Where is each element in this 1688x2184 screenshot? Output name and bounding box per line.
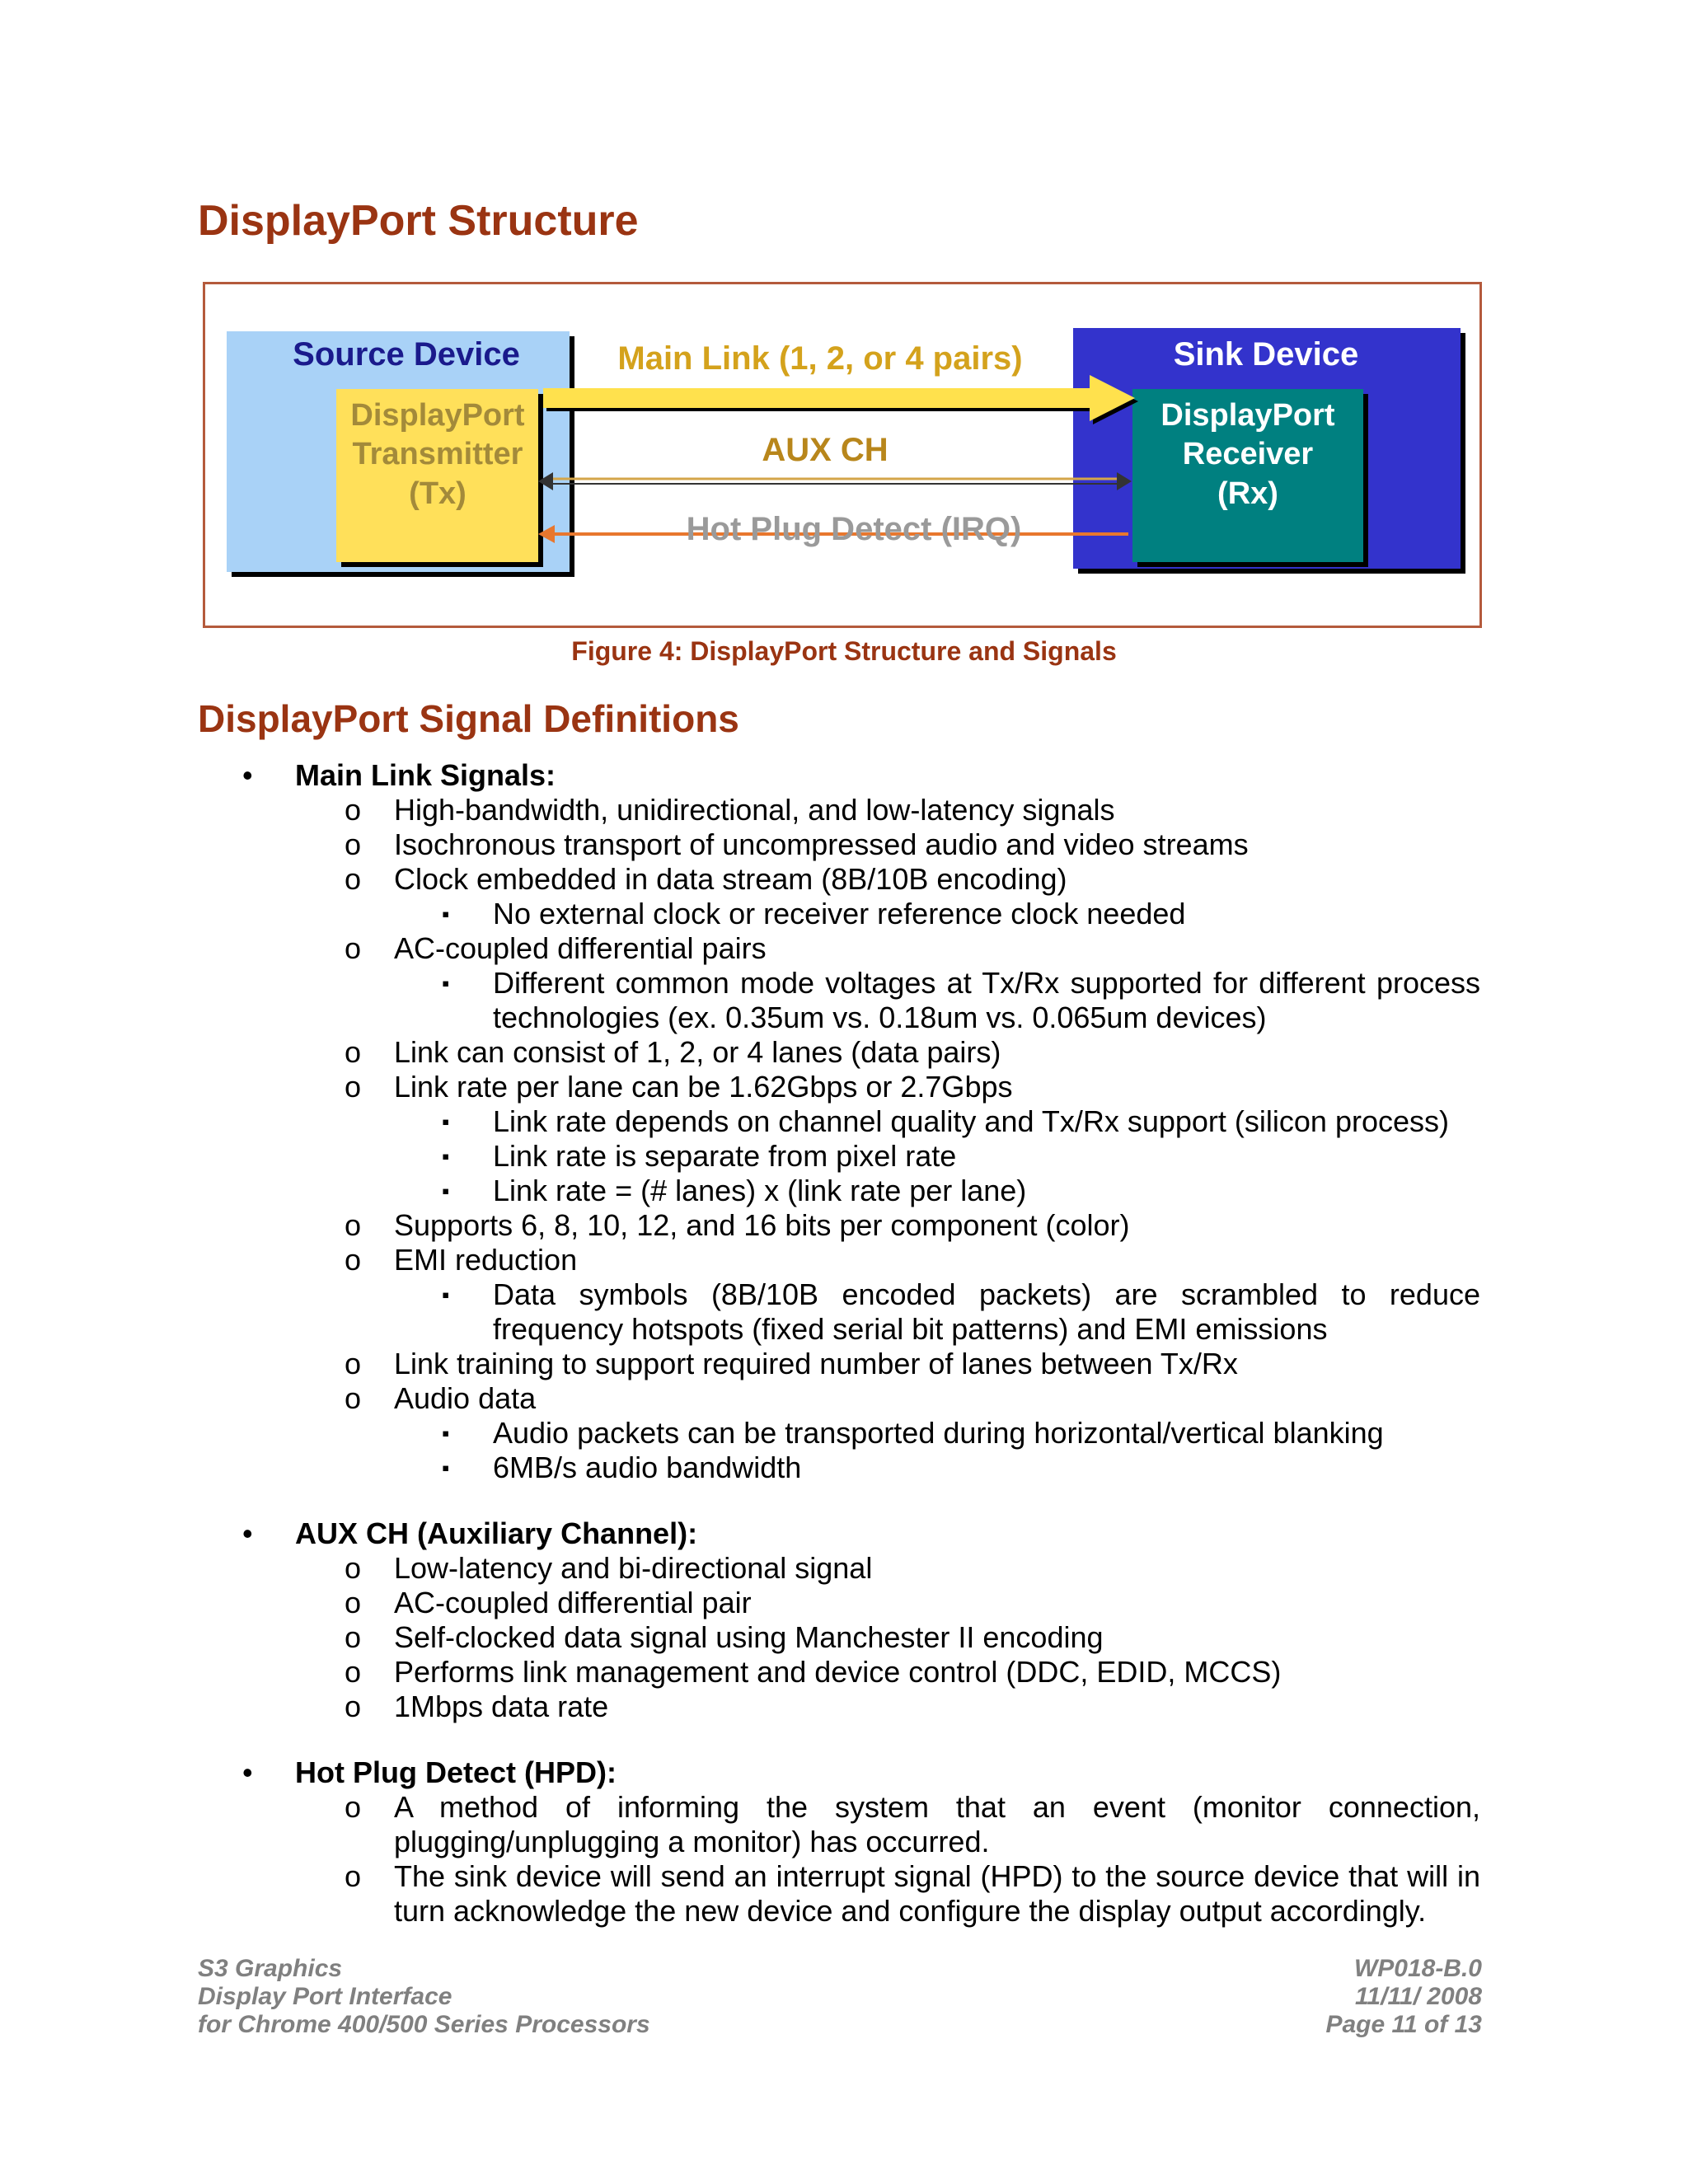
subsub-marker: ▪ — [442, 1282, 450, 1307]
list-item — [0, 1208, 1688, 1243]
list-item — [0, 1690, 1688, 1724]
list-item-text: 6MB/s audio bandwidth — [493, 1451, 802, 1484]
sub-marker: o — [345, 1620, 362, 1654]
list-item — [0, 966, 1688, 1035]
list-item — [0, 1859, 1688, 1929]
sub-marker: o — [345, 1551, 362, 1585]
bullet-marker: • — [242, 1516, 253, 1550]
list-item — [0, 793, 1688, 827]
sub-marker: o — [345, 1243, 362, 1277]
list-item — [0, 1139, 1688, 1174]
list-item-text: Link rate depends on channel quality and Tx/Rx support (silicon process) — [493, 1104, 1449, 1138]
list-item — [0, 1277, 1688, 1347]
sub-marker: o — [345, 1586, 362, 1619]
sub-marker: o — [345, 1208, 362, 1242]
sub-marker: o — [345, 1790, 362, 1824]
list-item-text: Low-latency and bi-directional signal — [394, 1551, 873, 1585]
list-item-text: Link rate = (# lanes) x (link rate per lane) — [493, 1174, 1027, 1207]
main-link-label: Main Link (1, 2, or 4 pairs) — [617, 340, 1023, 377]
footer-company: S3 Graphics — [198, 1955, 343, 1982]
list-item-text: Isochronous transport of uncompressed audio and video streams — [394, 827, 1249, 861]
sub-marker: o — [345, 1070, 362, 1104]
sink-device-label: Sink Device — [1173, 336, 1359, 373]
list-item — [0, 1586, 1688, 1620]
list-item — [0, 1655, 1688, 1690]
subsub-marker: ▪ — [442, 902, 450, 926]
displayport-structure-figure — [203, 282, 1482, 628]
list-item-text: Audio packets can be transported during horizontal/vertical blanking — [493, 1416, 1384, 1450]
footer-left — [198, 1955, 650, 2039]
bullet-marker: • — [242, 1755, 253, 1789]
list-item-text: Link rate is separate from pixel rate — [493, 1139, 957, 1173]
page-title: DisplayPort Structure — [198, 197, 639, 245]
list-item — [0, 1381, 1688, 1416]
list-item — [0, 1551, 1688, 1586]
sub-marker: o — [345, 1381, 362, 1415]
list-item — [0, 1070, 1688, 1104]
sub-marker: o — [345, 793, 362, 827]
list-item — [0, 897, 1688, 931]
rx-label-line2: Receiver — [1182, 437, 1314, 471]
sub-marker: o — [345, 1347, 362, 1380]
list-item — [0, 1174, 1688, 1208]
figure-caption: Figure 4: DisplayPort Structure and Signals — [571, 636, 1117, 666]
subsub-marker: ▪ — [442, 1455, 450, 1480]
list-item-text: Audio data — [394, 1381, 537, 1415]
list-item-text: High-bandwidth, unidirectional, and low-latency signals — [394, 793, 1115, 827]
tx-label-line2: Transmitter — [352, 437, 523, 471]
hpd-label: Hot Plug Detect (IRQ) — [686, 511, 1022, 547]
subsub-marker: ▪ — [442, 1179, 450, 1203]
list-item — [0, 1451, 1688, 1485]
list-item-text: EMI reduction — [394, 1243, 578, 1277]
footer-doc-id: WP018-B.0 — [1353, 1955, 1482, 1982]
main-link-heading: Main Link Signals: — [295, 758, 556, 792]
rx-label-line3: (Rx) — [1217, 476, 1278, 511]
list-item-text: Clock embedded in data stream (8B/10B encoding) — [394, 862, 1067, 896]
list-item-text: Data symbols (8B/10B encoded packets) are scrambled to reduce frequency hotspots (fixed serial bit patterns) and EMI emissions — [493, 1277, 1480, 1346]
list-item — [0, 1755, 1688, 1790]
list-item-text: Different common mode voltages at Tx/Rx supported for different process technologies (ex. 0.35um vs. 0.18um vs. 0.065um devices) — [493, 966, 1480, 1034]
subsub-marker: ▪ — [442, 1109, 450, 1134]
subsub-marker: ▪ — [442, 1144, 450, 1169]
tx-label-line3: (Tx) — [409, 476, 467, 511]
list-item — [0, 1035, 1688, 1070]
list-item — [0, 1347, 1688, 1381]
subsub-marker: ▪ — [442, 971, 450, 996]
list-item — [0, 1416, 1688, 1451]
footer-doc-title: Display Port Interface — [198, 1983, 452, 2010]
list-item-text: 1Mbps data rate — [394, 1690, 609, 1723]
sub-marker: o — [345, 1035, 362, 1069]
list-item — [0, 1104, 1688, 1139]
list-item — [0, 1790, 1688, 1859]
footer-right — [1325, 1955, 1482, 2039]
footer-doc-subtitle: for Chrome 400/500 Series Processors — [198, 2011, 650, 2038]
footer-date: 11/11/ 2008 — [1354, 1983, 1482, 2010]
structure-diagram — [205, 284, 1479, 626]
section-title: DisplayPort Signal Definitions — [198, 697, 739, 740]
aux-ch-label: AUX CH — [762, 432, 889, 468]
list-item — [0, 931, 1688, 966]
subsub-marker: ▪ — [442, 1421, 450, 1446]
signal-definitions-list — [0, 758, 1688, 1929]
list-item-text: The sink device will send an interrupt signal (HPD) to the source device that will in turn acknowledge the new device and configure the display output accordingly. — [394, 1859, 1480, 1928]
list-item-text: Self-clocked data signal using Manchester II encoding — [394, 1620, 1104, 1654]
sub-marker: o — [345, 931, 362, 965]
bullet-marker: • — [242, 758, 253, 792]
list-item — [0, 862, 1688, 897]
sub-marker: o — [345, 1655, 362, 1689]
source-device-label: Source Device — [293, 336, 520, 373]
sub-marker: o — [345, 862, 362, 896]
list-item — [0, 1620, 1688, 1655]
list-item — [0, 827, 1688, 862]
footer-page-number: Page 11 of 13 — [1325, 2011, 1482, 2038]
list-item-text: Link rate per lane can be 1.62Gbps or 2.7Gbps — [394, 1070, 1013, 1104]
aux-heading: AUX CH (Auxiliary Channel): — [295, 1516, 698, 1550]
list-item-text: Link can consist of 1, 2, or 4 lanes (data pairs) — [394, 1035, 1001, 1069]
sub-marker: o — [345, 1690, 362, 1723]
rx-label-line1: DisplayPort — [1160, 398, 1335, 433]
hpd-heading: Hot Plug Detect (HPD): — [295, 1755, 617, 1789]
list-item-text: AC-coupled differential pair — [394, 1586, 752, 1619]
main-link-arrow — [543, 375, 1135, 421]
list-item — [0, 1243, 1688, 1277]
list-item-text: Supports 6, 8, 10, 12, and 16 bits per component (color) — [394, 1208, 1130, 1242]
list-item-text: A method of informing the system that an event (monitor connection, plugging/unplugging a monitor) has occurred. — [394, 1790, 1480, 1858]
sub-marker: o — [345, 1859, 362, 1893]
list-item-text: No external clock or receiver reference clock needed — [493, 897, 1186, 930]
tx-label-line1: DisplayPort — [350, 398, 525, 433]
sub-marker: o — [345, 827, 362, 861]
list-item — [0, 1516, 1688, 1551]
list-item-text: Link training to support required number of lanes between Tx/Rx — [394, 1347, 1238, 1380]
list-item — [0, 758, 1688, 793]
list-item-text: Performs link management and device control (DDC, EDID, MCCS) — [394, 1655, 1282, 1689]
list-item-text: AC-coupled differential pairs — [394, 931, 767, 965]
